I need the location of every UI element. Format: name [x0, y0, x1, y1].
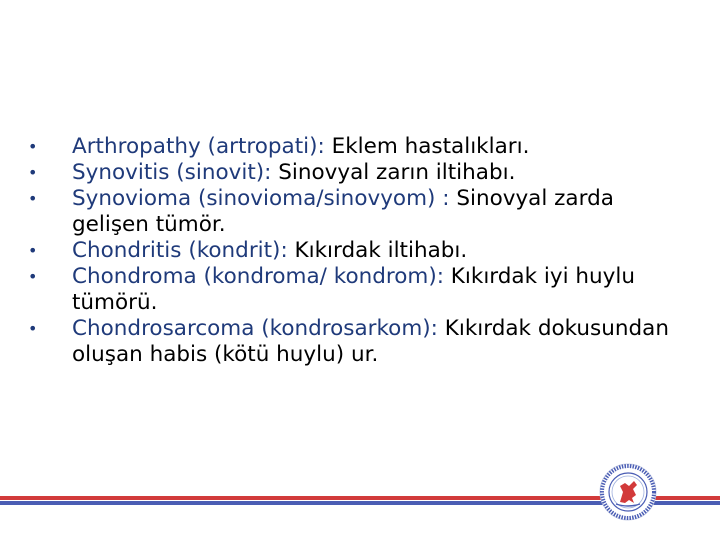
term-text: Synovitis (sinovit): — [72, 160, 272, 185]
list-item — [24, 134, 684, 160]
bullet-icon: • — [28, 163, 38, 182]
list-item — [24, 160, 684, 186]
definition-text: Kıkırdak dokusundan oluşan habis (kötü huylu) ur. — [72, 316, 669, 367]
term-text: Chondrosarcoma (kondrosarkom): — [72, 316, 438, 341]
university-seal-icon — [598, 462, 658, 522]
definition-text: Sinovyal zarda gelişen tümör. — [72, 186, 614, 237]
list-item — [24, 238, 684, 264]
bullet-icon: • — [28, 137, 38, 156]
list-item — [24, 186, 684, 238]
bullet-icon: • — [28, 319, 38, 338]
list-item — [24, 264, 684, 316]
term-text: Synovioma (sinovioma/sinovyom) : — [72, 186, 450, 211]
term-text: Arthropathy (artropati): — [72, 134, 325, 159]
definition-text: Kıkırdak iltihabı. — [287, 238, 468, 263]
term-text: Chondritis (kondrit): — [72, 238, 288, 263]
bullet-icon: • — [28, 189, 38, 208]
term-text: Chondroma (kondroma/ kondrom): — [72, 264, 444, 289]
bullet-icon: • — [28, 241, 38, 260]
term-bullet-list — [24, 134, 684, 368]
definition-text: Kıkırdak iyi huylu tümörü. — [72, 264, 635, 315]
list-item — [24, 316, 684, 368]
definition-text: Sinovyal zarın iltihabı. — [271, 160, 516, 185]
bullet-icon: • — [28, 267, 38, 286]
definition-text: Eklem hastalıkları. — [324, 134, 530, 159]
